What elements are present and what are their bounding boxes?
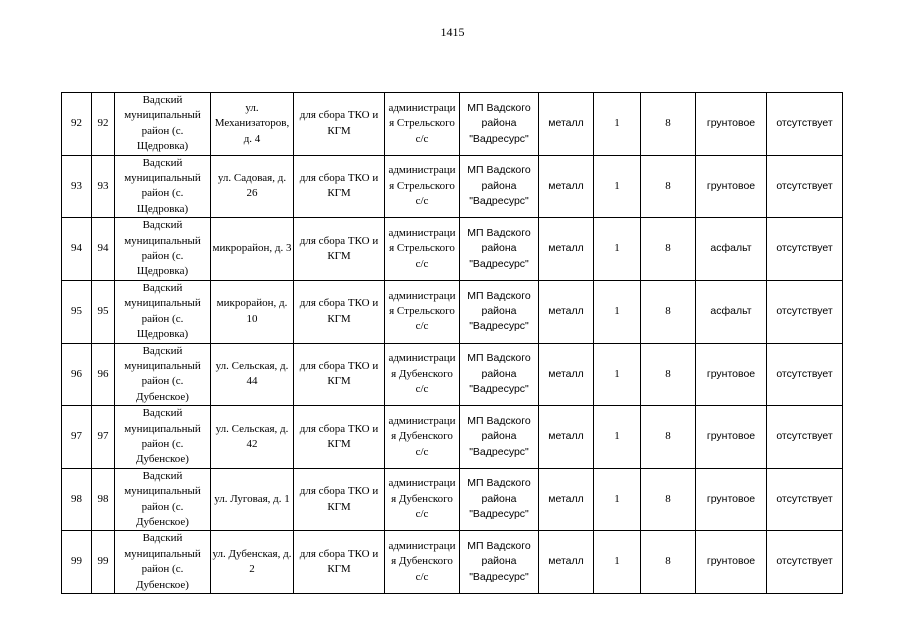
fence-cell: отсутствует (767, 93, 843, 156)
address-cell: ул. Садовая, д. 26 (211, 155, 294, 218)
container-count-cell: 1 (594, 155, 641, 218)
table-row (62, 406, 843, 469)
address-cell: ул. Дубенская, д. 2 (211, 531, 294, 594)
page-number: 1415 (440, 25, 465, 39)
volume-cell: 8 (641, 93, 696, 156)
owner-cell: администрация Дубенского с/с (385, 531, 460, 594)
row-number-cell: 94 (62, 218, 92, 281)
purpose-cell: для сбора ТКО и КГМ (294, 280, 385, 343)
item-number-cell: 97 (92, 406, 115, 469)
district-cell: Вадский муниципальный район (с. Дубенское) (115, 406, 211, 469)
purpose-cell: для сбора ТКО и КГМ (294, 218, 385, 281)
row-number-cell: 95 (62, 280, 92, 343)
surface-cell: грунтовое (696, 468, 767, 531)
table-row (62, 280, 843, 343)
surface-cell: асфальт (696, 218, 767, 281)
table-body (62, 93, 843, 594)
owner-cell: администрация Стрельского с/с (385, 280, 460, 343)
purpose-cell: для сбора ТКО и КГМ (294, 93, 385, 156)
address-cell: микрорайон, д. 10 (211, 280, 294, 343)
surface-cell: грунтовое (696, 531, 767, 594)
address-cell: ул. Механизаторов, д. 4 (211, 93, 294, 156)
container-count-cell: 1 (594, 280, 641, 343)
district-cell: Вадский муниципальный район (с. Щедровка) (115, 280, 211, 343)
purpose-cell: для сбора ТКО и КГМ (294, 406, 385, 469)
item-number-cell: 98 (92, 468, 115, 531)
surface-cell: грунтовое (696, 406, 767, 469)
owner-cell: администрация Дубенского с/с (385, 468, 460, 531)
volume-cell: 8 (641, 218, 696, 281)
address-cell: ул. Сельская, д. 42 (211, 406, 294, 469)
item-number-cell: 96 (92, 343, 115, 406)
purpose-cell: для сбора ТКО и КГМ (294, 531, 385, 594)
purpose-cell: для сбора ТКО и КГМ (294, 468, 385, 531)
container-count-cell: 1 (594, 406, 641, 469)
district-cell: Вадский муниципальный район (с. Дубенское) (115, 343, 211, 406)
row-number-cell: 96 (62, 343, 92, 406)
container-count-cell: 1 (594, 93, 641, 156)
volume-cell: 8 (641, 343, 696, 406)
owner-cell: администрация Стрельского с/с (385, 218, 460, 281)
item-number-cell: 99 (92, 531, 115, 594)
district-cell: Вадский муниципальный район (с. Щедровка) (115, 93, 211, 156)
fence-cell: отсутствует (767, 280, 843, 343)
row-number-cell: 97 (62, 406, 92, 469)
address-cell: микрорайон, д. 3 (211, 218, 294, 281)
item-number-cell: 95 (92, 280, 115, 343)
district-cell: Вадский муниципальный район (с. Щедровка) (115, 155, 211, 218)
surface-cell: грунтовое (696, 93, 767, 156)
table-row (62, 468, 843, 531)
purpose-cell: для сбора ТКО и КГМ (294, 155, 385, 218)
material-cell: металл (539, 155, 594, 218)
volume-cell: 8 (641, 531, 696, 594)
surface-cell: грунтовое (696, 155, 767, 218)
table-row (62, 218, 843, 281)
table-row (62, 93, 843, 156)
operator-cell: МП Вадского района "Вадресурс" (460, 93, 539, 156)
waste-sites-table (61, 92, 843, 594)
operator-cell: МП Вадского района "Вадресурс" (460, 280, 539, 343)
volume-cell: 8 (641, 406, 696, 469)
container-count-cell: 1 (594, 218, 641, 281)
material-cell: металл (539, 343, 594, 406)
row-number-cell: 92 (62, 93, 92, 156)
owner-cell: администрация Стрельского с/с (385, 93, 460, 156)
fence-cell: отсутствует (767, 468, 843, 531)
row-number-cell: 98 (62, 468, 92, 531)
district-cell: Вадский муниципальный район (с. Дубенское) (115, 468, 211, 531)
fence-cell: отсутствует (767, 155, 843, 218)
item-number-cell: 92 (92, 93, 115, 156)
surface-cell: грунтовое (696, 343, 767, 406)
operator-cell: МП Вадского района "Вадресурс" (460, 343, 539, 406)
material-cell: металл (539, 218, 594, 281)
district-cell: Вадский муниципальный район (с. Щедровка) (115, 218, 211, 281)
address-cell: ул. Луговая, д. 1 (211, 468, 294, 531)
operator-cell: МП Вадского района "Вадресурс" (460, 468, 539, 531)
fence-cell: отсутствует (767, 531, 843, 594)
owner-cell: администрация Стрельского с/с (385, 155, 460, 218)
district-cell: Вадский муниципальный район (с. Дубенское) (115, 531, 211, 594)
fence-cell: отсутствует (767, 406, 843, 469)
row-number-cell: 93 (62, 155, 92, 218)
operator-cell: МП Вадского района "Вадресурс" (460, 531, 539, 594)
row-number-cell: 99 (62, 531, 92, 594)
material-cell: металл (539, 531, 594, 594)
item-number-cell: 94 (92, 218, 115, 281)
container-count-cell: 1 (594, 468, 641, 531)
container-count-cell: 1 (594, 531, 641, 594)
owner-cell: администрация Дубенского с/с (385, 343, 460, 406)
address-cell: ул. Сельская, д. 44 (211, 343, 294, 406)
material-cell: металл (539, 93, 594, 156)
fence-cell: отсутствует (767, 218, 843, 281)
surface-cell: асфальт (696, 280, 767, 343)
table-row (62, 155, 843, 218)
fence-cell: отсутствует (767, 343, 843, 406)
operator-cell: МП Вадского района "Вадресурс" (460, 155, 539, 218)
volume-cell: 8 (641, 280, 696, 343)
table-row (62, 531, 843, 594)
owner-cell: администрация Дубенского с/с (385, 406, 460, 469)
volume-cell: 8 (641, 468, 696, 531)
table-row (62, 343, 843, 406)
operator-cell: МП Вадского района "Вадресурс" (460, 406, 539, 469)
volume-cell: 8 (641, 155, 696, 218)
material-cell: металл (539, 468, 594, 531)
item-number-cell: 93 (92, 155, 115, 218)
material-cell: металл (539, 280, 594, 343)
operator-cell: МП Вадского района "Вадресурс" (460, 218, 539, 281)
container-count-cell: 1 (594, 343, 641, 406)
purpose-cell: для сбора ТКО и КГМ (294, 343, 385, 406)
material-cell: металл (539, 406, 594, 469)
